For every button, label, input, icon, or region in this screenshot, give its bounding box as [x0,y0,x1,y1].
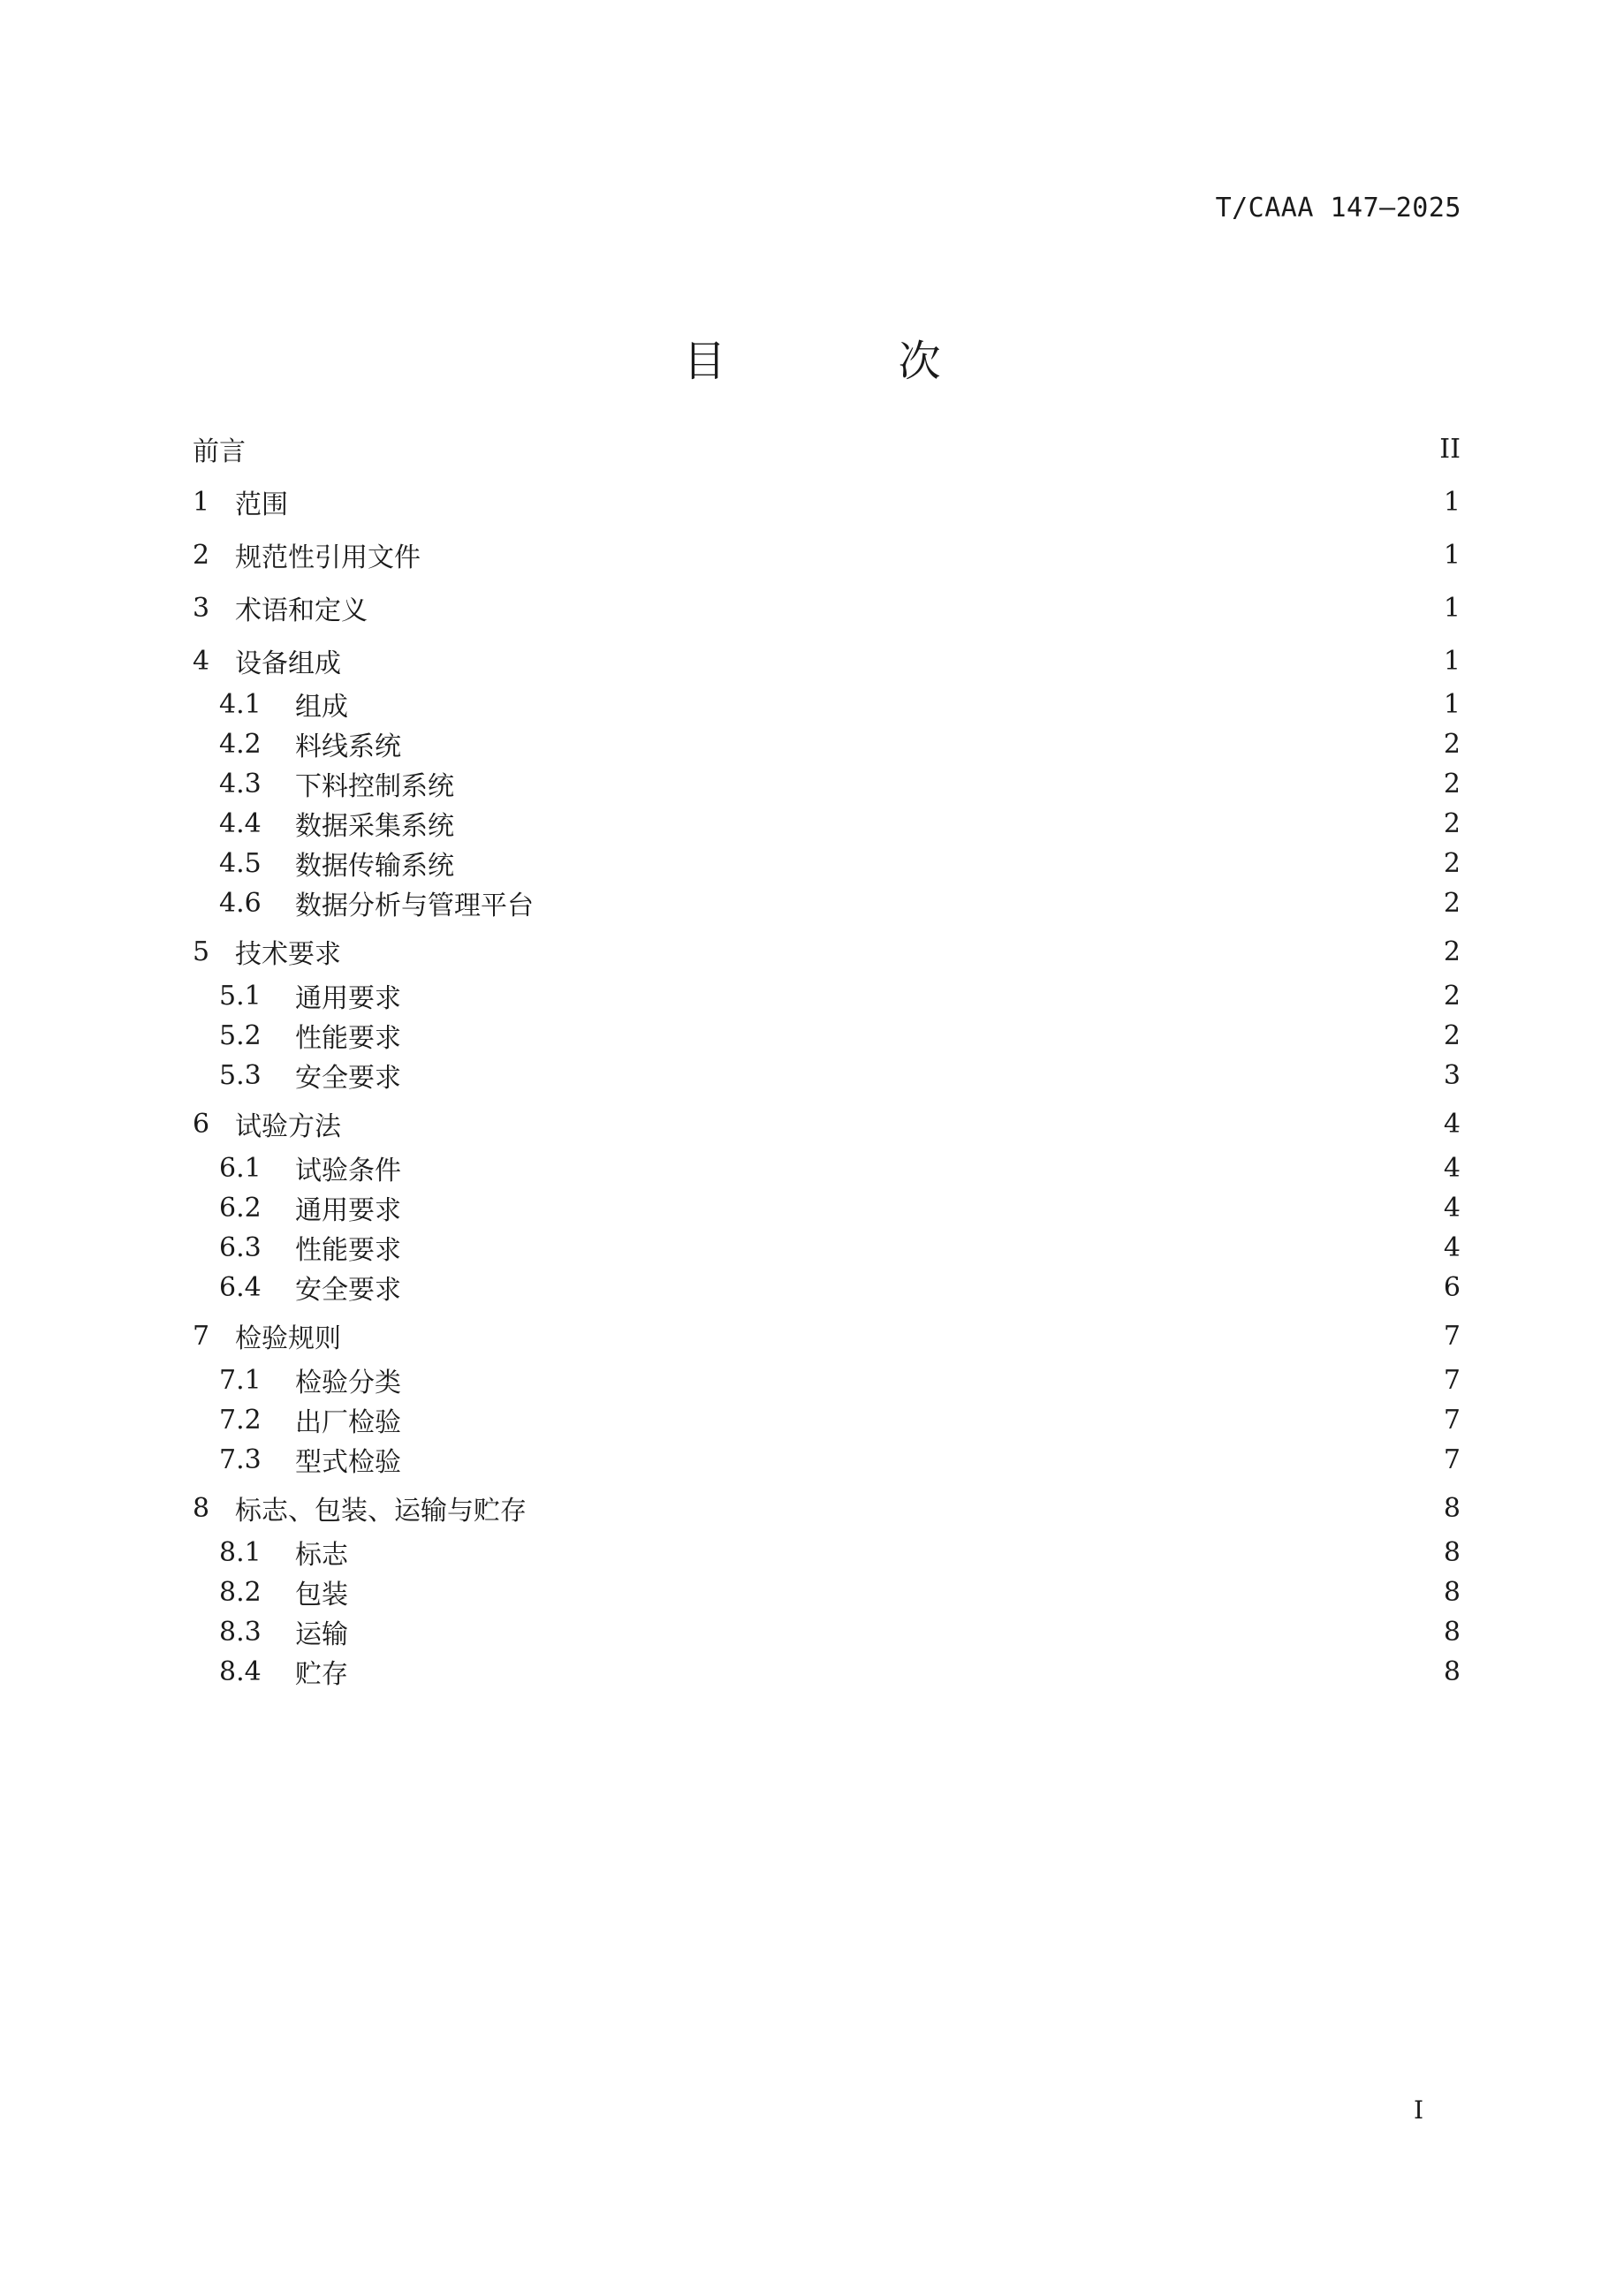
toc-leader-dots [410,1026,1435,1052]
toc-entry-label: 试验方法 [235,1111,341,1142]
toc-entry[interactable] [219,1148,1461,1187]
toc-leader-dots [350,1114,1435,1140]
toc-entry-page: 8 [1443,1656,1461,1687]
toc-entry-number: 6.3 [219,1231,262,1263]
toc-entry-page: 4 [1443,1192,1461,1224]
toc-entry-page: 2 [1443,936,1461,967]
toc-entry-label: 组成 [295,692,348,723]
toc-entry-page: 2 [1443,1019,1461,1051]
toc-entry-label: 料线系统 [295,731,401,762]
toc-entry-number: 6 [193,1108,210,1140]
toc-entry-page: 8 [1443,1536,1461,1568]
toc-entry-page: 2 [1443,980,1461,1012]
toc-entry-label: 数据采集系统 [295,811,454,842]
toc-entry[interactable] [193,641,1461,680]
toc-leader-dots [376,598,1435,625]
toc-leader-dots [410,1158,1435,1185]
toc-entry-page: 4 [1443,1152,1461,1184]
toc-entry-page: 8 [1443,1492,1461,1524]
toc-leader-dots [463,853,1435,880]
toc-leader-dots [357,1622,1435,1648]
toc-entry-label: 规范性引用文件 [235,542,421,573]
toc-entry[interactable] [219,1268,1461,1307]
toc-entry-label: 性能要求 [295,1235,401,1266]
toc-entry-page: 7 [1443,1320,1461,1352]
toc-entry-number: 4 [193,645,210,677]
toc-leader-dots [410,734,1435,761]
toc-entry-page: 2 [1443,807,1461,839]
toc-entry-number: 8 [193,1492,210,1524]
toc-entry-number: 4.2 [219,728,262,760]
toc-title: 目 次 [683,337,1021,386]
toc-leader-dots [535,1498,1435,1525]
toc-entry-page: 7 [1443,1404,1461,1436]
toc-entry[interactable] [219,1360,1461,1399]
toc-entry-page: 2 [1443,847,1461,879]
toc-entry-label: 检验分类 [295,1368,401,1398]
toc-leader-dots [350,1326,1435,1353]
toc-entry-number: 4.1 [219,688,262,720]
toc-entry-label: 出厂检验 [295,1407,401,1438]
toc-entry[interactable] [193,932,1461,971]
toc-entry-number: 5.1 [219,980,262,1012]
toc-entry[interactable] [219,1400,1461,1439]
toc-entry-number: 4.6 [219,887,262,919]
toc-entry[interactable] [193,1104,1461,1143]
toc-entry[interactable] [193,1316,1461,1355]
toc-entry[interactable] [219,724,1461,763]
toc-entry-page: 2 [1443,728,1461,760]
toc-entry-number: 5.2 [219,1019,262,1051]
toc-entry-page: 1 [1443,592,1461,624]
toc-entry-page: 3 [1443,1059,1461,1091]
toc-entry-number: 6.1 [219,1152,262,1184]
toc-entry-label: 术语和定义 [235,595,368,626]
toc-entry-number: 6.2 [219,1192,262,1224]
toc-leader-dots [463,774,1435,800]
toc-leader-dots [254,439,1430,466]
toc-entry-label: 数据传输系统 [295,851,454,882]
toc-entry[interactable] [219,1612,1461,1651]
toc-leader-dots [410,986,1435,1012]
toc-entry[interactable] [219,764,1461,803]
toc-entry-label: 下料控制系统 [295,771,454,802]
toc-entry-page: 4 [1443,1231,1461,1263]
toc-leader-dots [463,814,1435,840]
toc-entry-label: 数据分析与管理平台 [295,890,534,921]
toc-entry[interactable] [219,804,1461,843]
toc-entry[interactable] [219,976,1461,1015]
toc-leader-dots [410,1198,1435,1224]
toc-entry[interactable] [219,1572,1461,1611]
toc-entry-number: 8.3 [219,1616,262,1648]
toc-entry-page: 7 [1443,1364,1461,1396]
toc-leader-dots [357,694,1435,721]
toc-entry[interactable] [193,482,1461,521]
toc-leader-dots [357,1662,1435,1688]
toc-entry[interactable] [219,1188,1461,1227]
toc-entry-label: 标志、包装、运输与贮存 [235,1496,527,1527]
toc-entry-page: 7 [1443,1444,1461,1475]
toc-entry[interactable] [219,1016,1461,1055]
toc-entry-label: 通用要求 [295,1195,401,1226]
toc-entry-number: 5.3 [219,1059,262,1091]
toc-leader-dots [410,1065,1435,1092]
toc-leader-dots [410,1410,1435,1436]
toc-entry-page: II [1439,433,1461,465]
toc-entry-number: 2 [193,539,210,571]
toc-leader-dots [350,651,1435,678]
page-number: I [1414,2095,1424,2125]
toc-leader-dots [410,1450,1435,1476]
toc-entry-number: 7.2 [219,1404,262,1436]
toc-entry-number: 8.4 [219,1656,262,1687]
toc-entry-number: 4.3 [219,768,262,799]
toc-entry-number: 8.2 [219,1576,262,1608]
toc-entry-page: 6 [1443,1271,1461,1303]
toc-entry[interactable] [219,844,1461,883]
toc-entry-label: 试验条件 [295,1156,401,1186]
toc-leader-dots [543,893,1435,920]
toc-entry-page: 2 [1443,887,1461,919]
toc-entry-page: 1 [1443,486,1461,518]
toc-entry[interactable] [219,883,1461,922]
toc-entry-label: 设备组成 [235,648,341,679]
toc-leader-dots [429,545,1435,572]
toc-leader-dots [357,1582,1435,1609]
toc-entry-label: 范围 [235,489,288,520]
toc-entry[interactable] [219,1056,1461,1095]
toc-entry-number: 4.4 [219,807,262,839]
toc-entry-label: 贮存 [295,1659,348,1690]
toc-entry-page: 8 [1443,1576,1461,1608]
toc-entry-number: 6.4 [219,1271,262,1303]
toc-entry-number: 7.1 [219,1364,262,1396]
toc-entry[interactable] [219,1440,1461,1479]
standard-code: T/CAAA 147—2025 [1215,193,1461,224]
toc-entry-label: 运输 [295,1619,348,1650]
toc-entry[interactable] [219,685,1461,724]
toc-leader-dots [410,1238,1435,1264]
toc-entry[interactable] [219,1652,1461,1691]
toc-entry-label: 安全要求 [295,1063,401,1094]
toc-entry-number: 8.1 [219,1536,262,1568]
toc-entry-label: 性能要求 [295,1023,401,1054]
toc-leader-dots [410,1277,1435,1304]
toc-entry-label: 标志 [295,1540,348,1571]
toc-entry[interactable] [193,1489,1461,1527]
toc-leader-dots [357,1542,1435,1569]
toc-entry-page: 1 [1443,539,1461,571]
toc-leader-dots [297,492,1435,519]
toc-entry-page: 2 [1443,768,1461,799]
toc-leader-dots [350,942,1435,968]
toc-entry-number: 3 [193,592,210,624]
toc-entry-label: 型式检验 [295,1447,401,1478]
toc-entry-number: 7.3 [219,1444,262,1475]
toc-entry-label: 前言 [193,436,246,467]
toc-entry-label: 安全要求 [295,1275,401,1306]
toc-entry-label: 包装 [295,1580,348,1610]
toc-leader-dots [410,1370,1435,1397]
toc-entry[interactable] [193,429,1461,468]
toc-entry-number: 7 [193,1320,210,1352]
toc-entry-label: 通用要求 [295,983,401,1014]
toc-entry-number: 5 [193,936,210,967]
toc-entry-page: 4 [1443,1108,1461,1140]
toc-entry[interactable] [193,588,1461,627]
toc-entry-page: 8 [1443,1616,1461,1648]
toc-entry-label: 检验规则 [235,1323,341,1354]
toc-entry[interactable] [193,535,1461,574]
toc-entry-number: 1 [193,486,210,518]
toc-entry-label: 技术要求 [235,939,341,970]
toc-entry-number: 4.5 [219,847,262,879]
toc-entry[interactable] [219,1533,1461,1572]
toc-entry-page: 1 [1443,645,1461,677]
toc-entry[interactable] [219,1228,1461,1267]
toc-entry-page: 1 [1443,688,1461,720]
